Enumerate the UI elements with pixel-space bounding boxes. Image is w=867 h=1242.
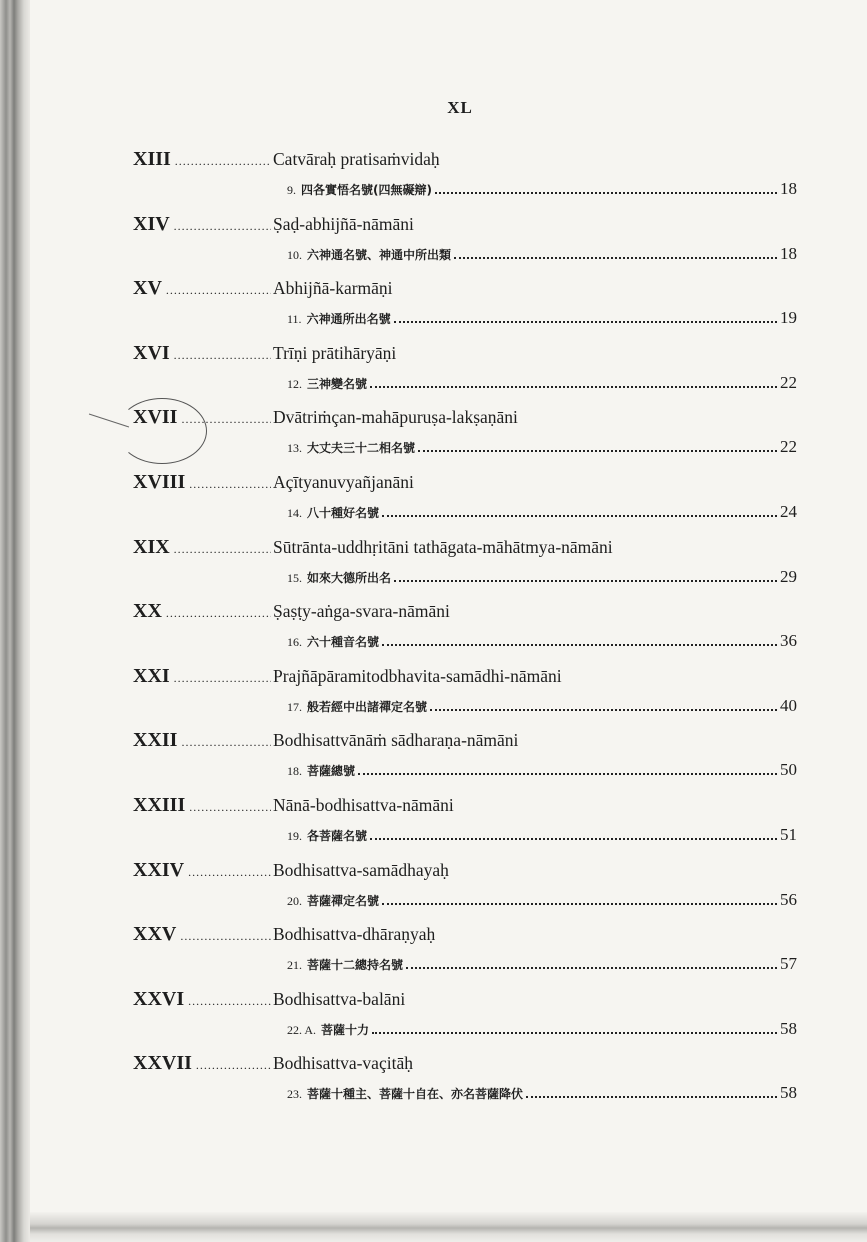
leader-dots [394,313,777,323]
subentry-page-number: 22 [780,437,797,456]
subentry-number: 16. [287,635,302,649]
subentry-number: 11. [287,312,302,326]
chapter-title: Bodhisattva-dhāraṇyaḥ [273,924,436,944]
chapter-title: Prajñāpāramitodbhavita-samādhi-nāmāni [273,666,562,686]
chapter-roman-numeral: XXI ..... [133,663,271,691]
chapter-roman-numeral: XXVII ..... [133,1050,271,1078]
chapter-title: Catvāraḥ pratisaṁvidaḥ [273,149,440,169]
chapter-title: Abhijñā-karmāṇi [273,278,393,298]
subentry-chinese-title: 菩薩十力 [321,1023,370,1037]
chapter-roman-numeral: XXII ..... [133,727,271,755]
subentry-chinese-title: 菩薩總號 [307,764,356,778]
subentry-number: 18. [287,764,302,778]
leader-dots [358,765,777,775]
chapter-roman-numeral: XX ..... [133,598,271,626]
chapter-title: Ṣaḍ-abhijñā-nāmāni [273,214,414,234]
chapter-roman-numeral: XVII ..... [133,404,271,432]
chapter-subentry [287,696,797,717]
subentry-chinese-title: 六神通名號、神通中所出類 [307,248,452,262]
leader-dots [382,507,777,517]
chapter-subentry [287,502,797,523]
chapter-title: Sūtrānta-uddhṛitāni tathāgata-māhātmya-nāmāni [273,537,613,557]
page-bottom-edge [30,1212,867,1242]
leader-dots [370,378,777,388]
page-number: XL [447,98,473,117]
chapter-subentry [287,373,797,394]
subentry-chinese-title: 六神通所出名號 [306,312,391,326]
subentry-number: 20. [287,894,302,908]
chapter-title: Nānā-bodhisattva-nāmāni [273,795,454,815]
subentry-page-number: 51 [780,825,797,844]
subentry-page-number: 57 [780,954,797,973]
chapter-title: Ṣaṣṭy-aṅga-svara-nāmāni [273,601,450,621]
subentry-chinese-title: 菩薩禪定名號 [307,894,380,908]
subentry-number: 13. [287,441,302,455]
subentry-chinese-title: 菩薩十種主、菩薩十自在、亦名菩薩降伏 [307,1087,524,1101]
chapter-subentry [287,179,797,200]
subentry-chinese-title: 六十種音名號 [307,635,380,649]
subentry-page-number: 40 [780,696,797,715]
leader-dots [406,959,777,969]
subentry-number: 22. A. [287,1023,317,1037]
subentry-chinese-title: 菩薩十二總持名號 [307,958,404,972]
subentry-page-number: 58 [780,1019,797,1038]
chapter-roman-numeral: XXV ..... [133,921,271,949]
chapter-title: Açītyanuvyañjanāni [273,472,414,492]
subentry-chinese-title: 各菩薩名號 [307,829,368,843]
chapter-roman-numeral: XIX ..... [133,534,271,562]
leader-dots [418,442,777,452]
chapter-title: Bodhisattva-balāni [273,989,406,1009]
subentry-page-number: 36 [780,631,797,650]
chapter-subentry [287,567,797,588]
subentry-page-number: 24 [780,502,797,521]
chapter-title: Bodhisattva-samādhayaḥ [273,860,449,880]
leader-dots [435,184,777,194]
chapter-roman-numeral: XIV ..... [133,211,271,239]
chapter-roman-numeral: XVIII ..... [133,469,271,497]
subentry-chinese-title: 四各實悟名號(四無礙辯) [301,183,432,197]
subentry-page-number: 19 [780,308,797,327]
subentry-number: 17. [287,700,302,714]
chapter-title: Dvātriṁçan-mahāpuruṣa-lakṣaṇāni [273,407,518,427]
subentry-number: 15. [287,571,302,585]
subentry-number: 19. [287,829,302,843]
leader-dots [430,701,777,711]
subentry-page-number: 56 [780,890,797,909]
subentry-chinese-title: 大丈夫三十二相名號 [307,441,416,455]
leader-dots [454,249,777,259]
chapter-roman-numeral: XXVI ..... [133,986,271,1014]
chapter-subentry [287,954,797,975]
subentry-chinese-title: 如來大德所出名 [307,571,392,585]
chapter-roman-numeral: XXIV ..... [133,857,271,885]
subentry-number: 10. [287,248,302,262]
chapter-title: Bodhisattva-vaçitāḥ [273,1053,413,1073]
subentry-number: 12. [287,377,302,391]
leader-dots [372,1024,777,1034]
chapter-subentry [287,1083,797,1104]
chapter-roman-numeral: XV ..... [133,275,271,303]
chapter-subentry [287,825,797,846]
leader-dots [382,895,777,905]
leader-dots [394,572,777,582]
chapter-subentry [287,1019,797,1040]
subentry-number: 14. [287,506,302,520]
chapter-title: Trīṇi prātihāryāṇi [273,343,397,363]
subentry-page-number: 22 [780,373,797,392]
subentry-chinese-title: 三神變名號 [307,377,368,391]
chapter-roman-numeral: XVI ..... [133,340,271,368]
chapter-subentry [287,760,797,781]
chapter-subentry [287,631,797,652]
subentry-page-number: 18 [780,244,797,263]
chapter-subentry [287,890,797,911]
subentry-chinese-title: 般若經中出諸禪定名號 [307,700,428,714]
book-binding-shadow [0,0,30,1242]
chapter-subentry [287,437,797,458]
leader-dots [382,636,777,646]
subentry-page-number: 29 [780,567,797,586]
chapter-title: Bodhisattvānāṁ sādharaṇa-nāmāni [273,730,519,750]
leader-dots [526,1088,777,1098]
subentry-page-number: 50 [780,760,797,779]
chapter-subentry [287,244,797,265]
chapter-roman-numeral: XXIII ..... [133,792,271,820]
subentry-chinese-title: 八十種好名號 [307,506,380,520]
subentry-number: 21. [287,958,302,972]
leader-dots [370,830,777,840]
subentry-number: 9. [287,183,296,197]
chapter-subentry [287,308,797,329]
subentry-number: 23. [287,1087,302,1101]
chapter-roman-numeral: XIII ..... [133,146,271,174]
subentry-page-number: 18 [780,179,797,198]
subentry-page-number: 58 [780,1083,797,1102]
